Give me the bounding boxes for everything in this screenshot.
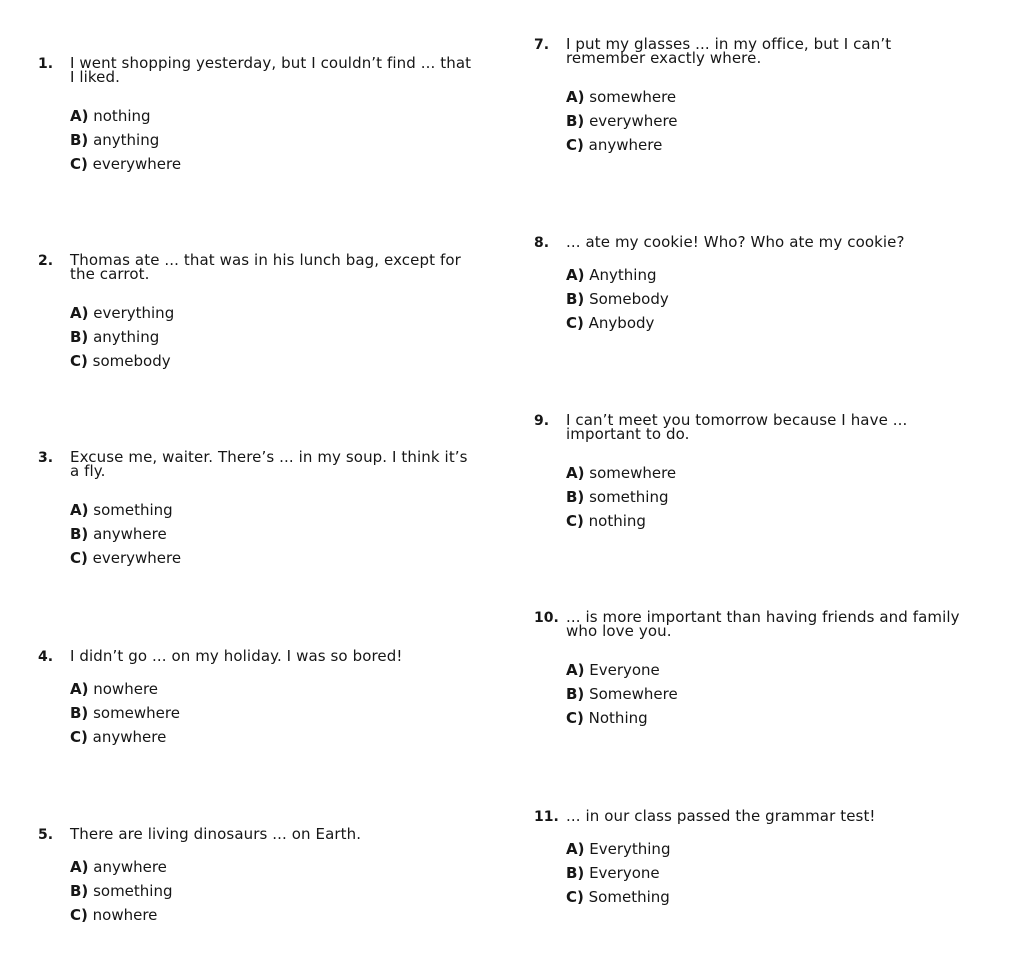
question-1 <box>38 56 478 176</box>
option-list <box>566 658 974 730</box>
option-c[interactable] <box>70 152 478 176</box>
option-letter: C) <box>70 728 88 746</box>
option-letter: A) <box>70 304 89 322</box>
option-letter: B) <box>566 290 585 308</box>
option-a[interactable] <box>566 461 974 485</box>
option-a[interactable] <box>70 301 478 325</box>
option-letter: C) <box>70 155 88 173</box>
option-text: somewhere <box>93 704 180 722</box>
option-b[interactable] <box>566 682 974 706</box>
question-number: 2. <box>38 253 54 269</box>
option-text: everything <box>93 304 175 322</box>
option-letter: C) <box>566 888 584 906</box>
question-stem: I went shopping yesterday, but I couldn’t find ... that I liked. <box>70 54 472 86</box>
question-9 <box>534 413 974 533</box>
option-letter: C) <box>70 906 88 924</box>
option-text: anywhere <box>93 525 167 543</box>
question-7 <box>534 37 974 157</box>
option-c[interactable] <box>70 725 478 749</box>
option-list <box>566 85 974 157</box>
question-10 <box>534 610 974 730</box>
option-list <box>70 677 478 749</box>
option-letter: C) <box>566 314 584 332</box>
question-stem: Thomas ate ... that was in his lunch bag, except for the carrot. <box>70 251 461 283</box>
question-5 <box>38 827 478 927</box>
question-number: 11. <box>534 809 559 825</box>
option-c[interactable] <box>566 133 974 157</box>
option-list <box>70 855 478 927</box>
question-4 <box>38 649 478 749</box>
question-number: 1. <box>38 56 54 72</box>
option-a[interactable] <box>70 104 478 128</box>
option-text: something <box>589 488 669 506</box>
option-text: anywhere <box>93 858 167 876</box>
option-c[interactable] <box>566 509 974 533</box>
option-letter: A) <box>566 88 585 106</box>
option-text: something <box>93 501 173 519</box>
option-a[interactable] <box>566 837 974 861</box>
option-text: something <box>93 882 173 900</box>
option-letter: B) <box>566 864 585 882</box>
option-letter: B) <box>70 328 89 346</box>
option-letter: B) <box>566 685 585 703</box>
option-letter: B) <box>566 112 585 130</box>
option-text: somewhere <box>589 88 677 106</box>
question-stem: ... ate my cookie! Who? Who ate my cookie? <box>566 233 905 251</box>
option-list <box>70 301 478 373</box>
option-letter: C) <box>566 512 584 530</box>
option-letter: B) <box>70 704 89 722</box>
option-letter: A) <box>566 464 585 482</box>
question-number: 8. <box>534 235 550 251</box>
option-letter: A) <box>70 680 89 698</box>
option-text: Somebody <box>589 290 669 308</box>
option-list <box>70 104 478 176</box>
option-list <box>566 837 974 909</box>
question-stem: ... in our class passed the grammar test! <box>566 807 876 825</box>
option-b[interactable] <box>566 485 974 509</box>
option-b[interactable] <box>566 861 974 885</box>
option-letter: B) <box>70 131 89 149</box>
option-a[interactable] <box>70 498 478 522</box>
option-list <box>566 461 974 533</box>
question-3 <box>38 450 478 570</box>
option-a[interactable] <box>70 677 478 701</box>
option-letter: C) <box>566 136 584 154</box>
option-c[interactable] <box>70 546 478 570</box>
option-b[interactable] <box>566 287 974 311</box>
option-b[interactable] <box>70 701 478 725</box>
option-text: nothing <box>588 512 646 530</box>
question-8 <box>534 235 974 335</box>
question-stem: I didn’t go ... on my holiday. I was so bored! <box>70 647 403 665</box>
question-stem: Excuse me, waiter. There’s ... in my soup. I think it’s a fly. <box>70 448 468 480</box>
option-text: Everyone <box>589 661 660 679</box>
option-a[interactable] <box>566 263 974 287</box>
option-c[interactable] <box>70 349 478 373</box>
option-text: nowhere <box>93 680 159 698</box>
option-letter: B) <box>70 525 89 543</box>
option-list <box>566 263 974 335</box>
question-number: 9. <box>534 413 550 429</box>
option-text: anywhere <box>92 728 167 746</box>
option-text: somebody <box>92 352 171 370</box>
option-letter: A) <box>70 858 89 876</box>
option-letter: C) <box>70 549 88 567</box>
question-number: 5. <box>38 827 54 843</box>
question-stem: There are living dinosaurs ... on Earth. <box>70 825 362 843</box>
option-b[interactable] <box>70 128 478 152</box>
option-b[interactable] <box>70 522 478 546</box>
option-text: everywhere <box>92 549 182 567</box>
option-text: somewhere <box>589 464 677 482</box>
option-text: nothing <box>93 107 151 125</box>
question-stem: I put my glasses ... in my office, but I can’t remember exactly where. <box>566 35 892 67</box>
option-a[interactable] <box>566 658 974 682</box>
option-letter: B) <box>70 882 89 900</box>
option-c[interactable] <box>566 706 974 730</box>
option-text: Something <box>588 888 670 906</box>
option-text: anything <box>93 328 160 346</box>
option-text: Anybody <box>588 314 655 332</box>
question-stem: ... is more important than having friends and family who love you. <box>566 608 960 640</box>
option-text: anything <box>93 131 160 149</box>
question-number: 3. <box>38 450 54 466</box>
option-text: Somewhere <box>589 685 678 703</box>
question-stem: I can’t meet you tomorrow because I have ... important to do. <box>566 411 908 443</box>
option-text: anywhere <box>588 136 663 154</box>
option-b[interactable] <box>566 109 974 133</box>
question-number: 4. <box>38 649 54 665</box>
option-a[interactable] <box>70 855 478 879</box>
option-b[interactable] <box>70 879 478 903</box>
option-text: Anything <box>589 266 657 284</box>
option-text: Everything <box>589 840 671 858</box>
option-text: everywhere <box>589 112 678 130</box>
option-letter: A) <box>70 107 89 125</box>
question-11 <box>534 809 974 909</box>
option-letter: C) <box>566 709 584 727</box>
question-number: 7. <box>534 37 550 53</box>
option-letter: A) <box>566 661 585 679</box>
option-c[interactable] <box>566 311 974 335</box>
option-c[interactable] <box>70 903 478 927</box>
option-c[interactable] <box>566 885 974 909</box>
option-letter: A) <box>70 501 89 519</box>
option-letter: B) <box>566 488 585 506</box>
option-text: Everyone <box>589 864 660 882</box>
question-2 <box>38 253 478 373</box>
option-a[interactable] <box>566 85 974 109</box>
option-letter: C) <box>70 352 88 370</box>
option-text: Nothing <box>588 709 648 727</box>
option-letter: A) <box>566 840 585 858</box>
option-b[interactable] <box>70 325 478 349</box>
option-text: nowhere <box>92 906 158 924</box>
question-number: 10. <box>534 610 559 626</box>
option-letter: A) <box>566 266 585 284</box>
option-list <box>70 498 478 570</box>
option-text: everywhere <box>92 155 182 173</box>
